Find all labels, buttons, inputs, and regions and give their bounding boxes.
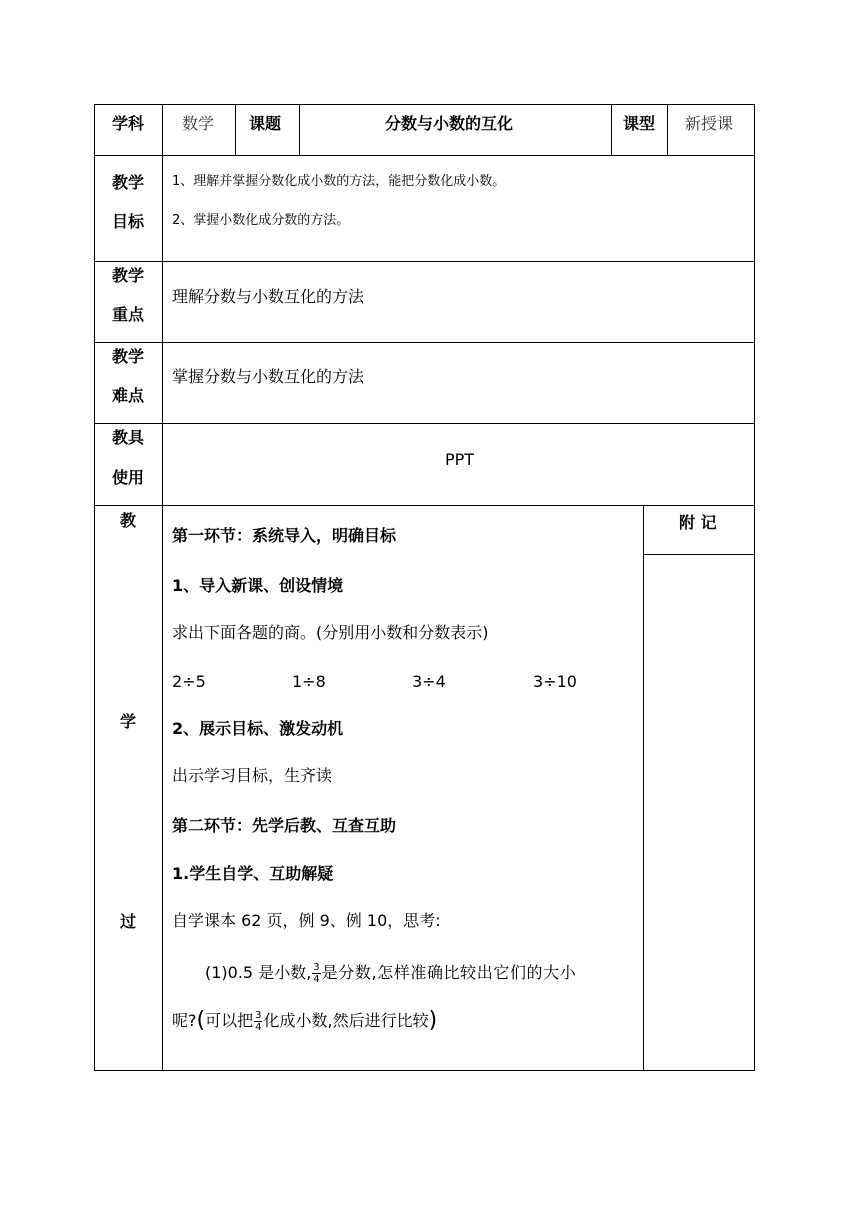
topic-value: 分数与小数的互化 (385, 114, 514, 133)
notes-column-divider (643, 505, 644, 1071)
process-side-char: 学 (120, 712, 137, 731)
fraction (254, 1010, 262, 1033)
difficulties-text: 掌握分数与小数互化的方法 (172, 367, 365, 386)
row-divider (94, 423, 755, 424)
label-column-divider (162, 104, 163, 1071)
tools-label-line1: 教具 (112, 428, 145, 447)
tools-label-line2: 使用 (112, 468, 145, 487)
row-divider (94, 261, 755, 262)
open-paren: ( (196, 1008, 206, 1033)
step-text: 出示学习目标，生齐读 (172, 766, 333, 785)
step-heading: 1.学生自学、互助解疑 (172, 864, 334, 883)
row-divider (94, 155, 755, 156)
step-text: 自学课本 62 页，例 9、例 10，思考: (172, 911, 441, 930)
objective-item: 1、理解并掌握分数化成小数的方法，能把分数化成小数。 (172, 174, 506, 189)
table-border-top (94, 104, 755, 105)
header-divider (667, 104, 668, 155)
question-part: 呢? (172, 1011, 197, 1030)
step-heading: 1、导入新课、创设情境 (172, 576, 344, 595)
question-part: 可以把 (205, 1011, 254, 1030)
problem: 2÷5 (172, 672, 206, 691)
row-divider (94, 505, 755, 506)
tools-text: PPT (445, 450, 475, 469)
subject-label: 学科 (112, 114, 145, 133)
question-line (205, 956, 576, 990)
header-divider (611, 104, 612, 155)
objectives-label-line1: 教学 (112, 173, 145, 192)
question-part: 是分数,怎样准确比较出它们的大小 (321, 963, 577, 982)
step-heading: 2、展示目标、激发动机 (172, 719, 344, 738)
type-label: 课型 (623, 114, 656, 133)
notes-header-divider (643, 554, 755, 555)
subject-value: 数学 (182, 114, 215, 133)
close-paren: ) (428, 1008, 438, 1033)
topic-label: 课题 (249, 114, 282, 133)
fraction (312, 962, 320, 985)
objectives-label-line2: 目标 (112, 212, 145, 231)
keypoints-text: 理解分数与小数互化的方法 (172, 287, 365, 306)
difficulties-label-line1: 教学 (112, 347, 145, 366)
step-text: 求出下面各题的商。(分别用小数和分数表示) (172, 623, 489, 642)
question-part: 化成小数,然后进行比较 (263, 1011, 429, 1030)
fraction-numerator: 3 (313, 961, 320, 973)
notes-label: 附 记 (679, 513, 717, 532)
problem: 3÷4 (412, 672, 446, 691)
fraction-denominator: 4 (255, 1021, 262, 1033)
header-divider (299, 104, 300, 155)
fraction-numerator: 3 (255, 1009, 262, 1021)
table-border-left (94, 104, 95, 1071)
question-part: (1)0.5 是小数, (205, 963, 312, 982)
question-line (172, 1004, 437, 1038)
keypoints-label-line1: 教学 (112, 266, 145, 285)
problem: 1÷8 (292, 672, 326, 691)
problem: 3÷10 (533, 672, 577, 691)
difficulties-label-line2: 难点 (112, 386, 145, 405)
header-divider (235, 104, 236, 155)
type-value: 新授课 (685, 114, 734, 133)
objective-item: 2、掌握小数化成分数的方法。 (172, 213, 350, 228)
process-side-char: 教 (120, 511, 137, 530)
section-heading: 第一环节：系统导入，明确目标 (172, 526, 397, 545)
table-border-right (754, 104, 755, 1071)
table-border-bottom (94, 1070, 755, 1071)
row-divider (94, 342, 755, 343)
keypoints-label-line2: 重点 (112, 305, 145, 324)
process-side-char: 过 (120, 912, 137, 931)
fraction-denominator: 4 (313, 973, 320, 985)
section-heading: 第二环节：先学后教、互查互助 (172, 816, 397, 835)
